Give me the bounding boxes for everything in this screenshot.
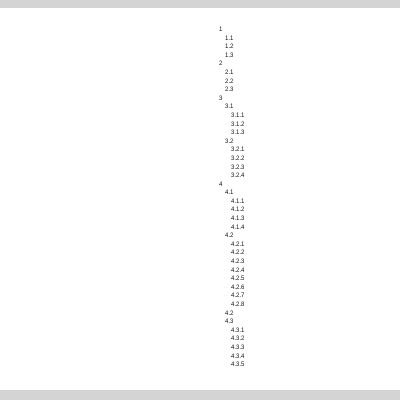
- toc-entry[interactable]: [219, 249, 395, 258]
- toc-entry[interactable]: [219, 344, 395, 353]
- toc-entry[interactable]: [219, 103, 395, 112]
- toc-entry[interactable]: [219, 301, 395, 310]
- toc-entry-number: 2.3: [225, 87, 234, 94]
- toc-entry[interactable]: [219, 198, 395, 207]
- toc-entry[interactable]: [219, 189, 395, 198]
- toc-entry[interactable]: [219, 267, 395, 276]
- toc-entry[interactable]: [219, 138, 395, 147]
- toc-entry-number: 4.1.3: [231, 216, 245, 223]
- toc-entry[interactable]: [219, 318, 395, 327]
- toc-entry-number: 4.2.5: [231, 276, 245, 283]
- toc-entry[interactable]: [219, 95, 395, 104]
- toc-entry[interactable]: [219, 215, 395, 224]
- toc-entry[interactable]: [219, 86, 395, 95]
- toc-entry-number: 4.3.4: [231, 353, 245, 360]
- toc-entry-number: 3: [219, 95, 223, 102]
- toc-entry-number: 4.3.2: [231, 336, 245, 343]
- toc-entry-number: 2.2: [225, 78, 234, 85]
- toc-entry-number: 3.1.2: [231, 121, 245, 128]
- toc-entry[interactable]: [219, 327, 395, 336]
- toc-entry-number: 4.3.1: [231, 327, 245, 334]
- toc-entry[interactable]: [219, 284, 395, 293]
- toc-entry[interactable]: [219, 112, 395, 121]
- toc-entry[interactable]: [219, 155, 395, 164]
- toc-entry[interactable]: [219, 69, 395, 78]
- toc-entry[interactable]: [219, 258, 395, 267]
- toc-entry[interactable]: [219, 52, 395, 61]
- toc-entry-number: 4.1.1: [231, 198, 245, 205]
- toc-entry[interactable]: [219, 232, 395, 241]
- toc-entry-number: 4.2.3: [231, 259, 245, 266]
- toc-entry[interactable]: [219, 172, 395, 181]
- toc-entry-number: 1.2: [225, 44, 234, 51]
- toc-entry-number: 3.2.3: [231, 164, 245, 171]
- toc-entry[interactable]: [219, 224, 395, 233]
- toc-entry[interactable]: [219, 275, 395, 284]
- toc-entry-number: 4.1: [225, 190, 234, 197]
- toc-entry[interactable]: [219, 35, 395, 44]
- toc-entry-number: 4.3.5: [231, 362, 245, 369]
- toc-entry[interactable]: [219, 353, 395, 362]
- toc-entry-number: 2.1: [225, 69, 234, 76]
- toc-entry[interactable]: [219, 129, 395, 138]
- toc-entry-number: 1.1: [225, 35, 234, 42]
- toc-entry[interactable]: [219, 181, 395, 190]
- toc-entry-number: 3.1.3: [231, 130, 245, 137]
- toc-entry[interactable]: [219, 60, 395, 69]
- toc-entry[interactable]: [219, 361, 395, 370]
- toc-entry-number: 1.3: [225, 52, 234, 59]
- toc-entry[interactable]: [219, 241, 395, 250]
- toc-entry-number: 2: [219, 61, 223, 68]
- toc-entry[interactable]: [219, 121, 395, 130]
- toc-entry-number: 4.2: [225, 310, 234, 317]
- toc-entry-number: 4.1.2: [231, 207, 245, 214]
- toc-entry-number: 4.2.6: [231, 284, 245, 291]
- toc-entry-number: 3.1.1: [231, 112, 245, 119]
- toc-entry-number: 3.2: [225, 138, 234, 145]
- toc-entry-number: 4: [219, 181, 223, 188]
- toc-entry-number: 4.3.3: [231, 344, 245, 351]
- toc-entry-number: 3.2.1: [231, 147, 245, 154]
- toc-entry-number: 4.2.4: [231, 267, 245, 274]
- table-of-contents: [219, 26, 395, 370]
- toc-entry-number: 1: [219, 27, 223, 33]
- toc-entry-number: 4.1.4: [231, 224, 245, 231]
- toc-entry-number: 4.2: [225, 233, 234, 240]
- toc-entry-number: 4.2.1: [231, 241, 245, 248]
- toc-entry[interactable]: [219, 146, 395, 155]
- toc-entry-number: 3.2.2: [231, 155, 245, 162]
- toc-entry-number: 4.2.8: [231, 302, 245, 308]
- toc-entry[interactable]: [219, 335, 395, 344]
- toc-entry[interactable]: [219, 43, 395, 52]
- toc-entry[interactable]: [219, 26, 395, 35]
- toc-entry[interactable]: [219, 164, 395, 173]
- toc-entry[interactable]: [219, 310, 395, 319]
- toc-entry-number: 4.3: [225, 319, 234, 326]
- toc-entry[interactable]: [219, 78, 395, 87]
- toc-entry-number: 3.1: [225, 104, 234, 111]
- toc-entry-number: 4.2.7: [231, 293, 245, 300]
- toc-entry-number: 4.2.2: [231, 250, 245, 257]
- toc-entry-number: 3.2.4: [231, 173, 245, 180]
- toc-entry[interactable]: [219, 206, 395, 215]
- toc-entry[interactable]: [219, 292, 395, 301]
- document-page: [0, 8, 400, 390]
